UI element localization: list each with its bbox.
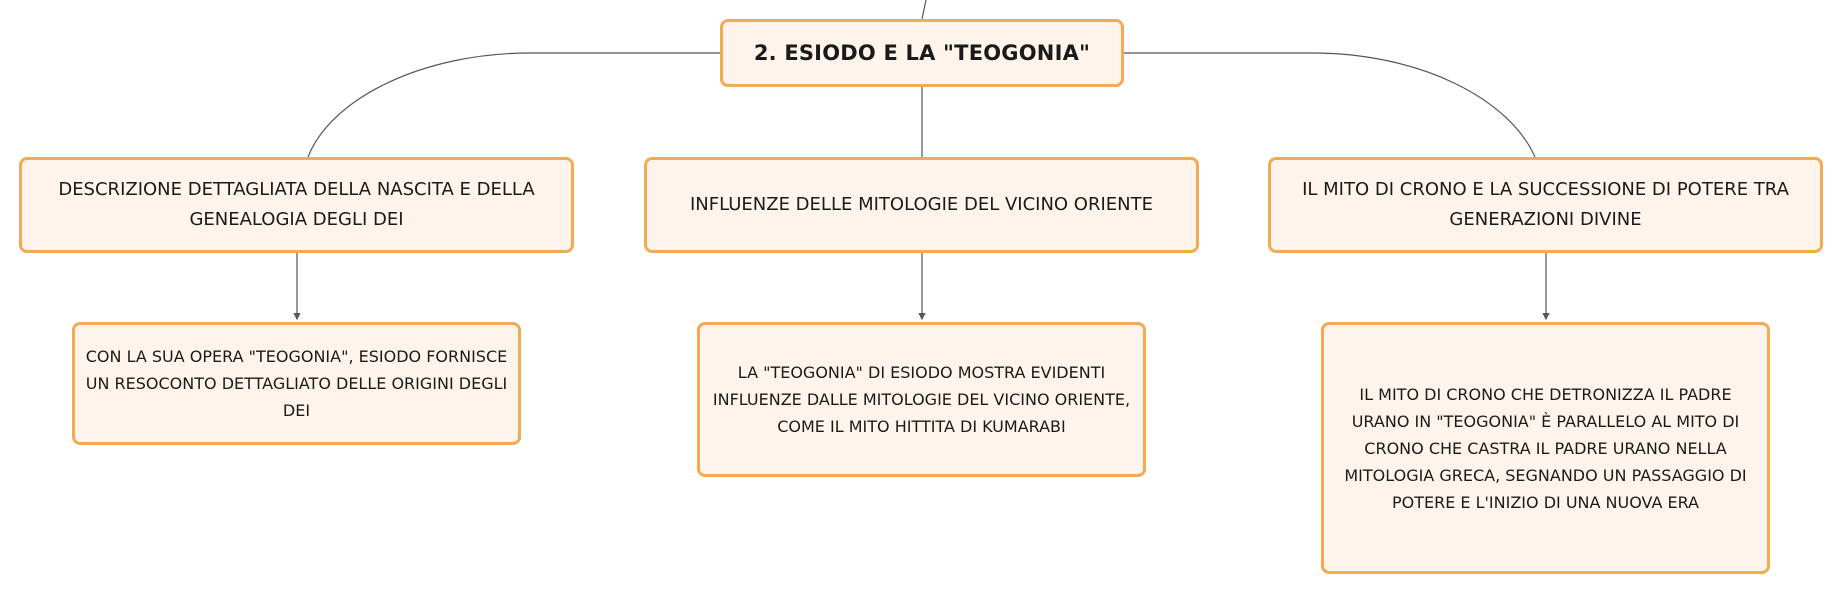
detail-text: CON LA SUA OPERA "TEOGONIA", ESIODO FORNISCE UN RESOCONTO DETTAGLIATO DELLE ORIGINI DEGLI DEI (85, 347, 508, 420)
connector-root-to-branch-3 (1124, 53, 1535, 157)
branch-node-near-east-influences[interactable] (644, 157, 1199, 253)
root-topic-node[interactable] (720, 19, 1124, 87)
branch-label: DESCRIZIONE DETTAGLIATA DELLA NASCITA E DELLA GENEALOGIA DEGLI DEI (58, 179, 535, 230)
branch-node-genealogy[interactable] (19, 157, 574, 253)
detail-node-genealogy[interactable] (72, 322, 521, 445)
detail-node-near-east-influences[interactable] (697, 322, 1146, 477)
parent-connector (922, 0, 926, 19)
detail-node-crono-myth[interactable] (1321, 322, 1770, 574)
branch-label: INFLUENZE DELLE MITOLOGIE DEL VICINO ORIENTE (689, 194, 1154, 215)
branch-label: IL MITO DI CRONO E LA SUCCESSIONE DI POTERE TRA GENERAZIONI DIVINE (1302, 179, 1789, 230)
root-topic-title: 2. ESIODO E LA "TEOGONIA" (753, 41, 1091, 65)
connector-root-to-branch-1 (308, 53, 720, 157)
branch-node-crono-myth[interactable] (1268, 157, 1823, 253)
detail-text: IL MITO DI CRONO CHE DETRONIZZA IL PADRE URANO IN "TEOGONIA" È PARALLELO AL MITO DI CRONO CHE CASTRA IL PADRE URANO NELLA MITOLOGIA GRECA, SEGNANDO UN PASSAGGIO DI POTERE E L'INIZIO DI UNA NUOVA ERA (1344, 384, 1747, 512)
detail-text: LA "TEOGONIA" DI ESIODO MOSTRA EVIDENTI INFLUENZE DALLE MITOLOGIE DEL VICINO ORIENTE, COME IL MITO HITTITA DI KUMARABI (712, 363, 1131, 436)
